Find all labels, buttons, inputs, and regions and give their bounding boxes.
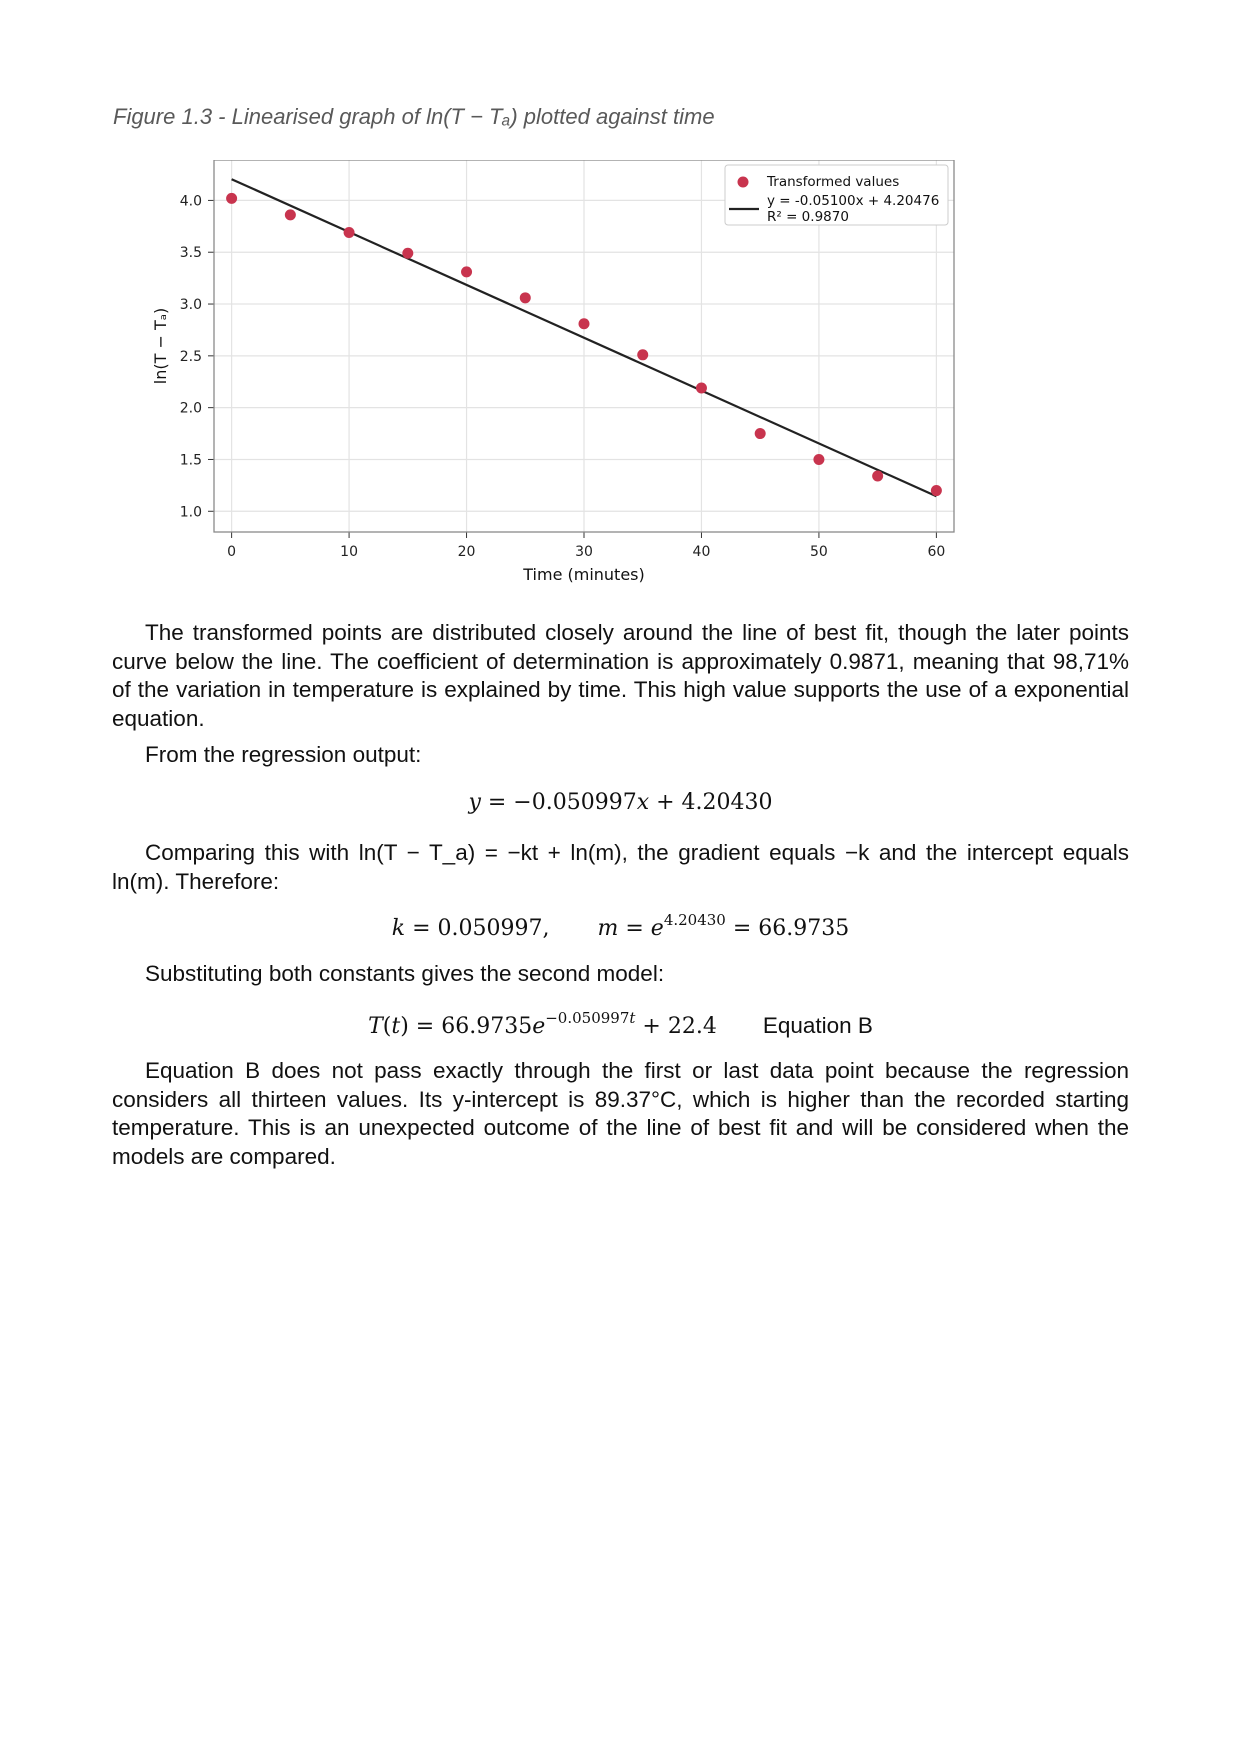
eq3-mid: = 66.9735 bbox=[408, 1014, 533, 1039]
x-axis-label: Time (minutes) bbox=[523, 565, 645, 584]
eq3-paren-close: ) bbox=[400, 1014, 409, 1039]
x-tick-label: 0 bbox=[227, 544, 237, 560]
data-point bbox=[285, 209, 296, 220]
y-axis-label: ln(T − Tₐ) bbox=[151, 307, 170, 385]
x-tick-label: 50 bbox=[810, 544, 828, 560]
data-point bbox=[755, 428, 766, 439]
y-tick-label: 1.5 bbox=[179, 452, 202, 469]
legend-label-r2: R² = 0.9870 bbox=[767, 209, 849, 225]
equation-b-label: Equation B bbox=[762, 1013, 873, 1038]
eq1-lhs: y bbox=[468, 790, 481, 815]
eq3-T: T bbox=[368, 1014, 383, 1039]
eq2-e: e bbox=[650, 916, 664, 941]
eq3-exp-value: −0.050997 bbox=[545, 1009, 630, 1027]
eq1-var: x bbox=[636, 790, 650, 815]
paragraph-conclusion: Equation B does not pass exactly through the first or last data point because the regression considers all thirteen values. Its y-intercept is 89.37°C, which is higher than the recorded starting temperature. This is an unexpected outcome of the line of best fit and will be considered when the models are compared. bbox=[112, 1058, 1129, 1169]
eq2-m-val: = 66.9735 bbox=[725, 916, 850, 941]
paragraph-regression-intro: From the regression output: bbox=[145, 742, 422, 767]
eq2-m-var: m bbox=[597, 916, 619, 941]
paragraph-substitution: Substituting both constants gives the second model: bbox=[145, 961, 665, 986]
x-tick-label: 60 bbox=[927, 544, 946, 560]
eq2-exponent: 4.20430 bbox=[663, 911, 726, 929]
y-tick-label: 3.5 bbox=[179, 245, 202, 262]
x-tick-label: 20 bbox=[457, 544, 476, 560]
data-point bbox=[226, 193, 237, 204]
eq2-k-val: = 0.050997, bbox=[405, 916, 550, 941]
eq2-k-var: k bbox=[391, 916, 406, 941]
legend-label-points: Transformed values bbox=[767, 174, 900, 190]
data-point bbox=[461, 266, 472, 277]
eq3-t: t bbox=[391, 1014, 401, 1039]
y-tick-label: 2.5 bbox=[179, 348, 202, 365]
y-tick-label: 3.0 bbox=[179, 297, 202, 314]
data-point bbox=[402, 248, 413, 259]
paragraph-comparison: Comparing this with ln(T − T_a) = −kt + ln(m), the gradient equals −k and the intercept equals ln(m). Therefore: bbox=[112, 840, 1129, 894]
eq3-exp-t: t bbox=[629, 1009, 636, 1027]
y-tick-label: 4.0 bbox=[179, 193, 202, 210]
eq3-e: e bbox=[532, 1014, 546, 1039]
data-point bbox=[813, 454, 824, 465]
data-point bbox=[637, 349, 648, 360]
chart bbox=[150, 160, 1090, 670]
eq1-eq: = −0.050997 bbox=[480, 790, 637, 815]
figure-caption: Figure 1.3 - Linearised graph of ln(T − Tₐ) plotted against time bbox=[113, 104, 715, 129]
data-point bbox=[931, 485, 942, 496]
eq2-m-eq: = bbox=[618, 916, 651, 941]
legend-marker bbox=[738, 177, 749, 188]
y-tick-label: 1.0 bbox=[179, 504, 202, 521]
equation-regression bbox=[0, 790, 1241, 815]
eq1-rest: + 4.20430 bbox=[649, 790, 773, 815]
x-tick-label: 40 bbox=[692, 544, 711, 560]
equation-b bbox=[0, 1009, 1241, 1039]
eq3-paren-open: ( bbox=[382, 1014, 392, 1039]
equation-constants bbox=[0, 911, 1241, 941]
data-point bbox=[520, 292, 531, 303]
y-tick-label: 2.0 bbox=[179, 400, 202, 417]
data-point bbox=[696, 382, 707, 393]
paragraph-analysis: The transformed points are distributed closely around the line of best fit, though the later points curve below the line. The coefficient of determination is approximately 0.9871, meaning that 98,71% of the variation in temperature is explained by time. This high value supports the use of a exponential equation. bbox=[112, 620, 1129, 731]
x-tick-label: 10 bbox=[340, 544, 358, 560]
eq3-exponent bbox=[545, 1009, 635, 1027]
data-point bbox=[579, 318, 590, 329]
data-point bbox=[344, 227, 355, 238]
eq3-rest: + 22.4 bbox=[635, 1014, 717, 1039]
x-tick-label: 30 bbox=[575, 544, 593, 560]
data-point bbox=[872, 471, 883, 482]
legend-label-fit: y = -0.05100x + 4.20476 bbox=[767, 193, 940, 209]
